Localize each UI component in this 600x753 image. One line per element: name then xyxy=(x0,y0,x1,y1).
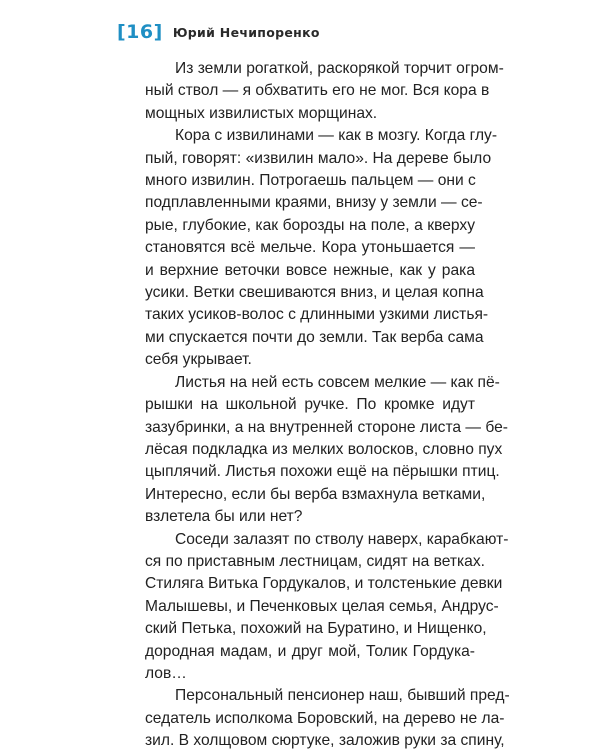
text-line: зазубринки, а на внутренней стороне листа — бе- xyxy=(145,418,508,436)
text-line: себя укрывает. xyxy=(145,351,252,369)
text-line: зил. В холщовом сюртуке, заложив руки за спину, xyxy=(145,732,505,750)
text-line: взлетела бы или нет? xyxy=(145,508,303,526)
text-line: становятся всё мельче. Кора утоньшается — xyxy=(145,239,475,257)
text-line: лов… xyxy=(145,664,187,682)
running-header xyxy=(117,18,320,46)
paragraph xyxy=(145,529,509,686)
text-line: ский Петька, похожий на Буратино, и Нищенко, xyxy=(145,620,487,638)
paragraph xyxy=(145,685,510,752)
text-line: много извилин. Потрогаешь пальцем — они с xyxy=(145,172,476,190)
text-line: лёсая подкладка из мелких волосков, словно пух xyxy=(145,440,503,458)
text-line: Интересно, если бы верба взмахнула ветками, xyxy=(145,485,486,503)
author-name: Юрий Нечипоренко xyxy=(172,24,320,40)
text-line: ный ствол — я обхватить его не мог. Вся кора в xyxy=(145,82,490,100)
paragraph xyxy=(145,58,504,125)
text-line: пый, говорят: «извилин мало». На дереве было xyxy=(145,149,492,167)
text-line: цыплячий. Листья похожи ещё на пёрышки птиц. xyxy=(145,463,500,481)
text-line: таких усиков-волос с длинными узкими листья- xyxy=(145,306,489,324)
text-line: усики. Ветки свешиваются вниз, и целая копна xyxy=(145,284,484,302)
text-line: Стиляга Витька Гордукалов, и толстенькие девки xyxy=(145,575,503,593)
text-line: Персональный пенсионер наш, бывший пред- xyxy=(175,687,510,705)
text-line: рые, глубокие, как борозды на поле, а кверху xyxy=(145,216,475,234)
text-line: подплавленными краями, внизу у земли — се- xyxy=(145,194,483,212)
text-line: ся по приставным лестницам, сидят на ветках. xyxy=(145,552,485,570)
text-line: Соседи залазят по стволу наверх, карабкают- xyxy=(175,530,509,548)
text-line: седатель исполкома Боровский, на дерево не ла- xyxy=(145,709,505,727)
paragraph xyxy=(145,125,498,371)
paragraph xyxy=(145,372,508,529)
text-line: рышки на школьной ручке. По кромке идут xyxy=(145,396,475,414)
body-text xyxy=(145,58,510,753)
text-line: дородная мадам, и друг мой, Толик Гордука- xyxy=(145,642,475,660)
text-line: ми спускается почти до земли. Так верба сама xyxy=(145,328,484,346)
text-line: Малышевы, и Печенковых целая семья, Андрус- xyxy=(145,597,499,615)
text-line: Листья на ней есть совсем мелкие — как пё- xyxy=(175,373,500,391)
text-line: Из земли рогаткой, раскорякой торчит огром- xyxy=(175,60,504,77)
page-number: [16] xyxy=(117,21,163,43)
text-line: мощных извилистых морщинах. xyxy=(145,104,378,122)
text-line: Кора с извилинами — как в мозгу. Когда глу- xyxy=(175,127,498,145)
text-line: и верхние веточки вовсе нежные, как у рака xyxy=(145,261,475,279)
